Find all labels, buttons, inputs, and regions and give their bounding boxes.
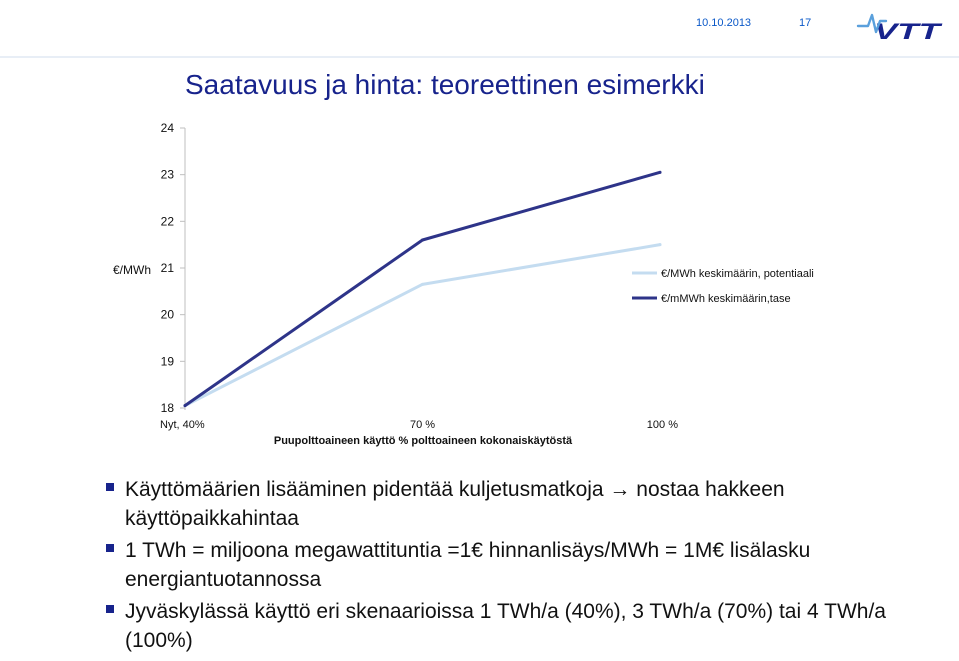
data-point xyxy=(421,239,424,242)
data-point xyxy=(421,283,424,286)
vtt-logo-text: VTT xyxy=(874,19,943,44)
x-tick-label: 100 % xyxy=(646,419,678,431)
y-tick-label: 19 xyxy=(160,354,174,369)
bullet-marker xyxy=(106,544,114,552)
y-tick-label: 20 xyxy=(160,307,174,322)
slide-page-number: 17 xyxy=(799,17,812,29)
bullet-marker xyxy=(106,605,114,613)
bullet-marker xyxy=(106,483,114,491)
x-tick-label: 70 % xyxy=(409,419,436,431)
x-tick-label: Nyt, 40% xyxy=(160,419,205,431)
chart-axes xyxy=(160,121,678,431)
bullet-item xyxy=(105,475,945,533)
data-point xyxy=(659,171,662,174)
y-tick-label: 24 xyxy=(160,121,174,135)
y-tick-label: 21 xyxy=(160,261,174,275)
x-axis-title: Puupolttoaineen käyttö % polttoaineen kokonaiskäytöstä xyxy=(273,435,573,447)
bullet-text: Käyttömäärien lisääminen pidentää kuljetusmatkoja → nostaa hakkeen käyttöpaikkahintaa xyxy=(125,478,785,530)
legend-label: €/mMWh keskimäärin,tase xyxy=(661,293,791,305)
bullet-item xyxy=(105,597,945,655)
data-point xyxy=(184,404,187,407)
chart-series xyxy=(184,171,662,407)
y-axis-label: €/MWh xyxy=(113,263,152,277)
slide-date: 10.10.2013 xyxy=(696,17,752,29)
bullet-list xyxy=(105,475,945,658)
y-tick-label: 23 xyxy=(160,167,174,182)
bullet-item xyxy=(105,536,945,594)
series-line-1 xyxy=(185,245,660,406)
slide-title: Saatavuus ja hinta: teoreettinen esimerkki xyxy=(185,69,705,100)
bullet-text: 1 TWh = miljoona megawattituntia =1€ hinnanlisäys/MWh = 1M€ lisälasku energiantuotannossa xyxy=(125,539,811,591)
legend-label: €/MWh keskimäärin, potentiaali xyxy=(661,268,814,280)
chart-legend xyxy=(632,268,814,305)
bullet-text: Jyväskylässä käyttö eri skenaarioissa 1 TWh/a (40%), 3 TWh/a (70%) tai 4 TWh/a (100%) xyxy=(125,600,886,652)
y-tick-label: 22 xyxy=(160,214,174,229)
y-tick-label: 18 xyxy=(160,401,174,415)
data-point xyxy=(659,243,662,246)
